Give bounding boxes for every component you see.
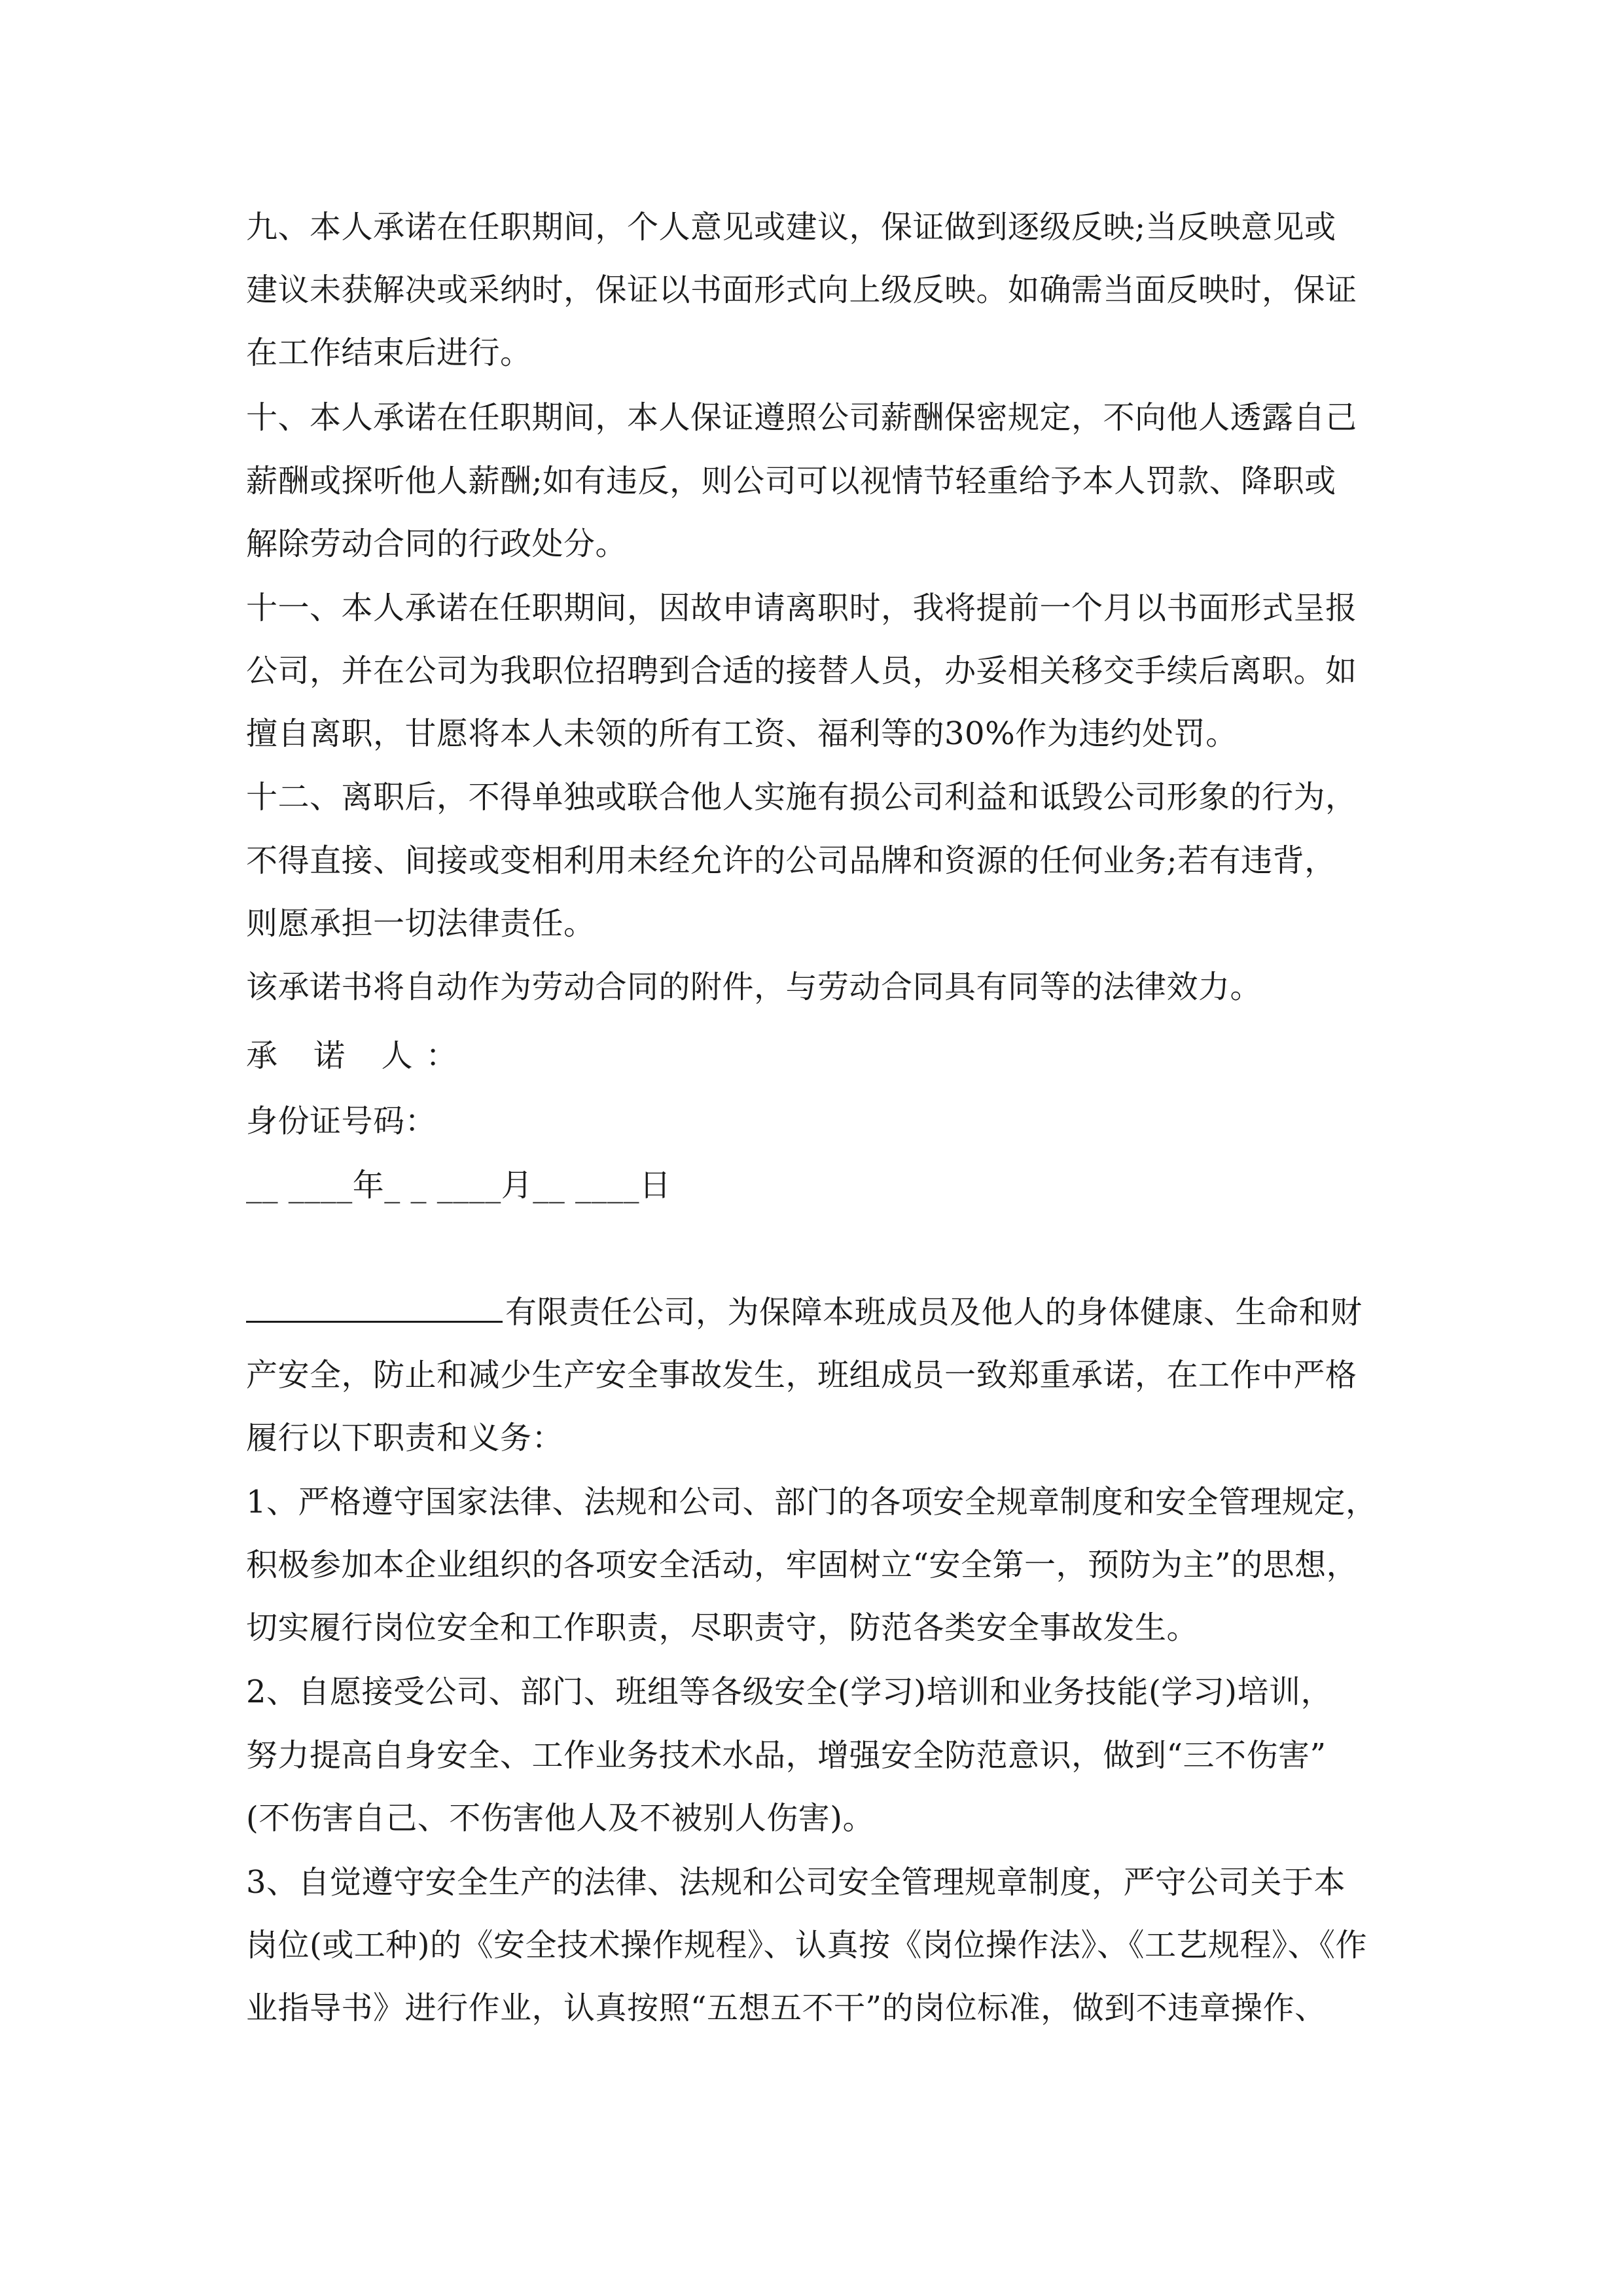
item-1-line-2: 积极参加本企业组织的各项安全活动，牢固树立“安全第一，预防为主”的思想， <box>246 1547 1359 1583</box>
para-11-line-3: 擅自离职，甘愿将本人未领的所有工资、福利等的30%作为违约处罚。 <box>246 715 1238 752</box>
para-9-line-1: 九、本人承诺在任职期间，个人意见或建议，保证做到逐级反映;当反映意见或 <box>246 209 1336 245</box>
signer-label: 承 诺 人： <box>246 1037 471 1074</box>
para-10-line-1: 十、本人承诺在任职期间，本人保证遵照公司薪酬保密规定，不向他人透露自己 <box>246 399 1357 436</box>
para-11-line-1: 十一、本人承诺在任职期间，因故申请离职时，我将提前一个月以书面形式呈报 <box>246 590 1357 626</box>
team-intro-line-1-text: 有限责任公司，为保障本班成员及他人的身体健康、生命和财 <box>505 1294 1363 1331</box>
para-9-line-2: 建议未获解决或采纳时，保证以书面形式向上级反映。如确需当面反映时，保证 <box>246 272 1357 308</box>
para-10-line-2: 薪酬或探听他人薪酬;如有违反，则公司可以视情节轻重给予本人罚款、降职或 <box>246 463 1336 499</box>
item-2-line-2: 努力提高自身安全、工作业务技术水品，增强安全防范意识，做到“三不伤害” <box>246 1737 1327 1774</box>
para-10-line-3: 解除劳动合同的行政处分。 <box>246 526 628 562</box>
para-11-line-2: 公司，并在公司为我职位招聘到合适的接替人员，办妥相关移交手续后离职。如 <box>246 653 1357 689</box>
team-intro-line-1 <box>246 1283 1363 1342</box>
date-line: __ ____年_ _ ____月__ ____日 <box>246 1167 671 1204</box>
team-intro-line-3: 履行以下职责和义务： <box>246 1420 564 1456</box>
item-1-line-1: 1、严格遵守国家法律、法规和公司、部门的各项安全规章制度和安全管理规定， <box>246 1484 1378 1520</box>
closing-statement: 该承诺书将自动作为劳动合同的附件，与劳动合同具有同等的法律效力。 <box>246 969 1262 1005</box>
item-3-line-1: 3、自觉遵守安全生产的法律、法规和公司安全管理规章制度，严守公司关于本 <box>246 1864 1346 1901</box>
item-3-line-2: 岗位(或工种)的《安全技术操作规程》、认真按《岗位操作法》、《工艺规程》、《作 <box>246 1927 1367 1964</box>
para-12-line-3: 则愿承担一切法律责任。 <box>246 905 596 942</box>
item-2-line-1: 2、自愿接受公司、部门、班组等各级安全(学习)培训和业务技能(学习)培训， <box>246 1674 1332 1710</box>
para-12-line-2: 不得直接、间接或变相利用未经允许的公司品牌和资源的任何业务;若有违背， <box>246 842 1336 879</box>
item-2-line-3: (不伤害自己、不伤害他人及不被别人伤害)。 <box>246 1800 874 1837</box>
company-name-blank <box>246 1284 503 1323</box>
item-1-line-3: 切实履行岗位安全和工作职责，尽职责守，防范各类安全事故发生。 <box>246 1609 1199 1646</box>
item-3-line-3: 业指导书》进行作业，认真按照“五想五不干”的岗位标准，做到不违章操作、 <box>246 1990 1327 2026</box>
id-number-label: 身份证号码： <box>246 1103 437 1139</box>
para-12-line-1: 十二、离职后，不得单独或联合他人实施有损公司利益和诋毁公司形象的行为， <box>246 779 1357 816</box>
para-9-line-3: 在工作结束后进行。 <box>246 334 532 371</box>
team-intro-line-2: 产安全，防止和减少生产安全事故发生，班组成员一致郑重承诺，在工作中严格 <box>246 1357 1357 1393</box>
